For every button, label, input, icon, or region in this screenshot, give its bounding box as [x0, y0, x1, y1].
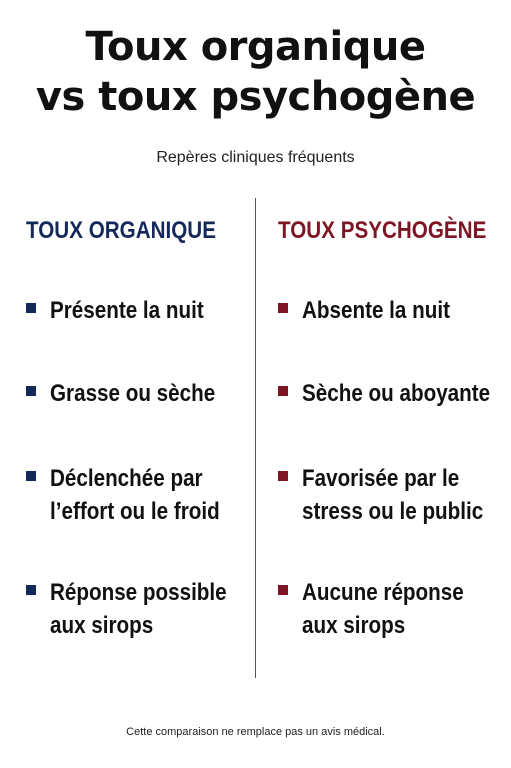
- list-item-text: Déclenchée par l’effort ou le froid: [50, 465, 220, 525]
- square-bullet-icon: [278, 471, 288, 481]
- square-bullet-icon: [26, 585, 36, 595]
- square-bullet-icon: [278, 303, 288, 313]
- list-item-text: Aucune réponse aux sirops: [302, 579, 464, 639]
- square-bullet-icon: [278, 386, 288, 396]
- title-line-2: vs toux psychogène: [35, 74, 476, 120]
- list-item-text: Grasse ou sèche: [50, 380, 216, 407]
- page-title: [0, 22, 511, 122]
- square-bullet-icon: [26, 471, 36, 481]
- square-bullet-icon: [26, 303, 36, 313]
- list-item-text: Sèche ou aboyante: [302, 380, 491, 407]
- square-bullet-icon: [278, 585, 288, 595]
- list-item-text: Réponse possible aux sirops: [50, 579, 227, 639]
- title-line-1: Toux organique: [85, 24, 426, 70]
- list-item-text: Présente la nuit: [50, 297, 204, 324]
- list-item-text: Favorisée par le stress ou le public: [302, 465, 484, 525]
- psychogenic-cough-column: [278, 214, 503, 639]
- subtitle: Repères cliniques fréquents: [156, 149, 355, 166]
- list-item-text: Absente la nuit: [302, 297, 450, 324]
- psychogenic-cough-heading: TOUX PSYCHOGÈNE: [278, 217, 487, 244]
- organic-cough-column: [26, 214, 246, 639]
- disclaimer-footer: Cette comparaison ne remplace pas un avis médical.: [126, 726, 385, 738]
- square-bullet-icon: [26, 386, 36, 396]
- organic-cough-heading: TOUX ORGANIQUE: [26, 217, 216, 244]
